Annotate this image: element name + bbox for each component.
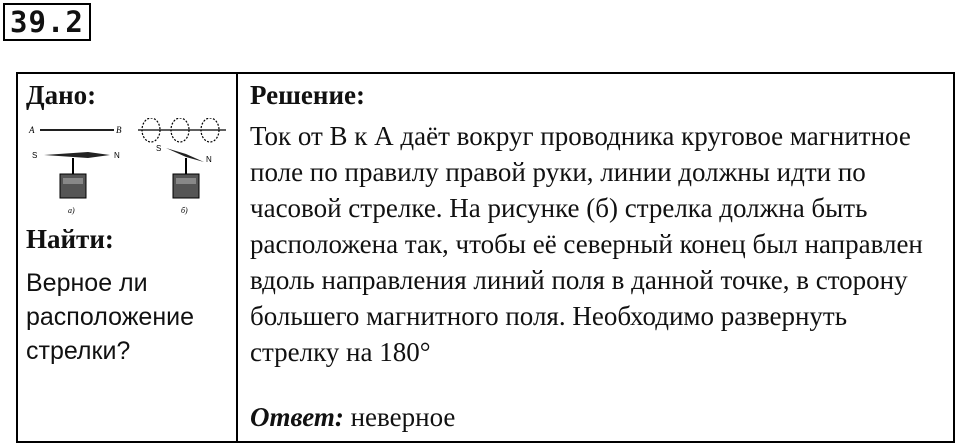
needle-south-label: S: [156, 144, 162, 153]
wire-start-label: A: [29, 125, 35, 135]
needle-south-label: S: [32, 151, 38, 160]
answer-label: Ответ:: [250, 402, 344, 432]
caption-b: б): [181, 206, 188, 215]
needle-north-label: N: [114, 151, 120, 160]
given-column: [18, 74, 238, 441]
solution-table: [16, 72, 955, 443]
given-heading: Дано:: [26, 80, 97, 110]
panel-a: [28, 125, 122, 215]
compass-stand: [60, 174, 86, 198]
needle-north-label: N: [206, 155, 212, 164]
wire-end-label: B: [116, 125, 122, 135]
problem-number: 39.2: [3, 3, 91, 41]
solution-text: Ток от В к А даёт вокруг проводника круговое магнитное поле по правилу правой руки, линии должны идти по часовой стрелке. На рисунке (б) стрелка должна быть расположена так, чтобы её северный конец был направлен вдоль направления линий поля в данной точке, в сторону большего магнитного поля. Необходимо развернуть стрелку на 180°: [250, 121, 923, 367]
solution-heading: Решение:: [250, 80, 365, 110]
compass-stand: [173, 174, 199, 198]
answer-line: [250, 402, 455, 433]
magnet-needle-figure: [26, 118, 231, 218]
caption-a: а): [68, 206, 75, 215]
find-question: Верное ли расположение стрелки?: [26, 269, 194, 365]
answer-value: неверное: [350, 402, 456, 432]
solution-column: [240, 74, 953, 441]
panel-b: [138, 118, 226, 215]
compass-needle: [44, 152, 110, 158]
find-heading: Найти:: [26, 224, 114, 254]
